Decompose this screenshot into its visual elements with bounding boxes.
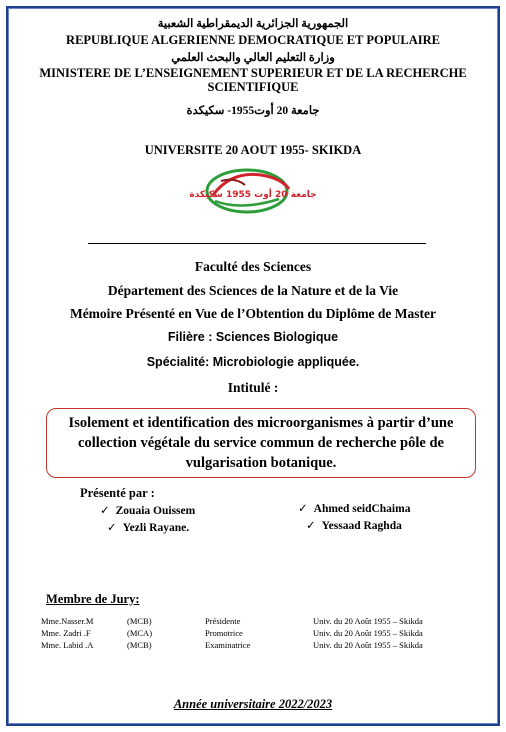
presented-by-label: Présenté par : [80,486,155,500]
thesis-title-box [46,408,476,478]
logo-text: جامعة 20 أوت 1955 سكيكدة [189,190,317,200]
faculty-title: Faculté des Sciences [194,259,312,274]
university-logo [189,165,317,217]
jury-role: Présidente [205,616,241,626]
jury-affiliation: Univ. du 20 Août 1955 – Skikda [313,628,423,638]
specialite-line: Spécialité: Microbiologie appliquée. [146,355,360,369]
jury-label: Membre de Jury: [46,592,140,606]
university-heading: UNIVERSITE 20 AOUT 1955- SKIKDA [144,143,362,157]
intitule-label: Intitulé : [227,380,279,395]
jury-name: Mme. Zadri .F [41,628,91,638]
ministry-heading-line1: MINISTERE DE L’ENSEIGNEMENT SUPERIEUR ET DE LA RECHERCHE [39,66,467,80]
thesis-title: Isolement et identification des microorganismes à partir d’une collection végétale du service commun de recherche pôle de vulgarisation botanique. [68,415,454,471]
department-title: Département des Sciences de la Nature et de la Vie [107,283,399,298]
jury-grade: (MCB) [127,640,152,650]
jury-name: Mme. Labid .A [41,640,94,650]
ministry-heading-line2: SCIENTIFIQUE [207,80,299,94]
jury-role: Promotrice [205,628,243,638]
filiere-line: Filière : Sciences Biologique [167,330,339,344]
jury-grade: (MCB) [127,616,152,626]
arabic-university-heading: جامعة 20 أوت1955- سكيكدة [186,105,320,117]
arabic-ministry-heading: وزارة التعليم العالي والبحث العلمي [171,52,335,64]
memoire-title: Mémoire Présenté en Vue de l’Obtention du Diplôme de Master [69,306,437,321]
student-name: ✓ Yezli Rayane. [107,520,189,534]
student-name: ✓ Ahmed seidChaima [298,501,410,515]
arabic-republic-heading: الجمهورية الجزائرية الديمقراطية الشعبية [157,18,349,30]
jury-role: Examinatrice [205,640,251,650]
jury-name: Mme.Nasser.M [41,616,94,626]
student-name: ✓ Zouaia Ouissem [100,503,195,517]
jury-affiliation: Univ. du 20 Août 1955 – Skikda [313,640,423,650]
horizontal-rule [88,243,426,244]
jury-grade: (MCA) [127,628,153,638]
student-name: ✓ Yessaad Raghda [306,518,402,532]
republic-heading: REPUBLIQUE ALGERIENNE DEMOCRATIQUE ET POPULAIRE [66,33,440,47]
jury-affiliation: Univ. du 20 Août 1955 – Skikda [313,616,423,626]
academic-year: Année universitaire 2022/2023 [173,697,333,711]
